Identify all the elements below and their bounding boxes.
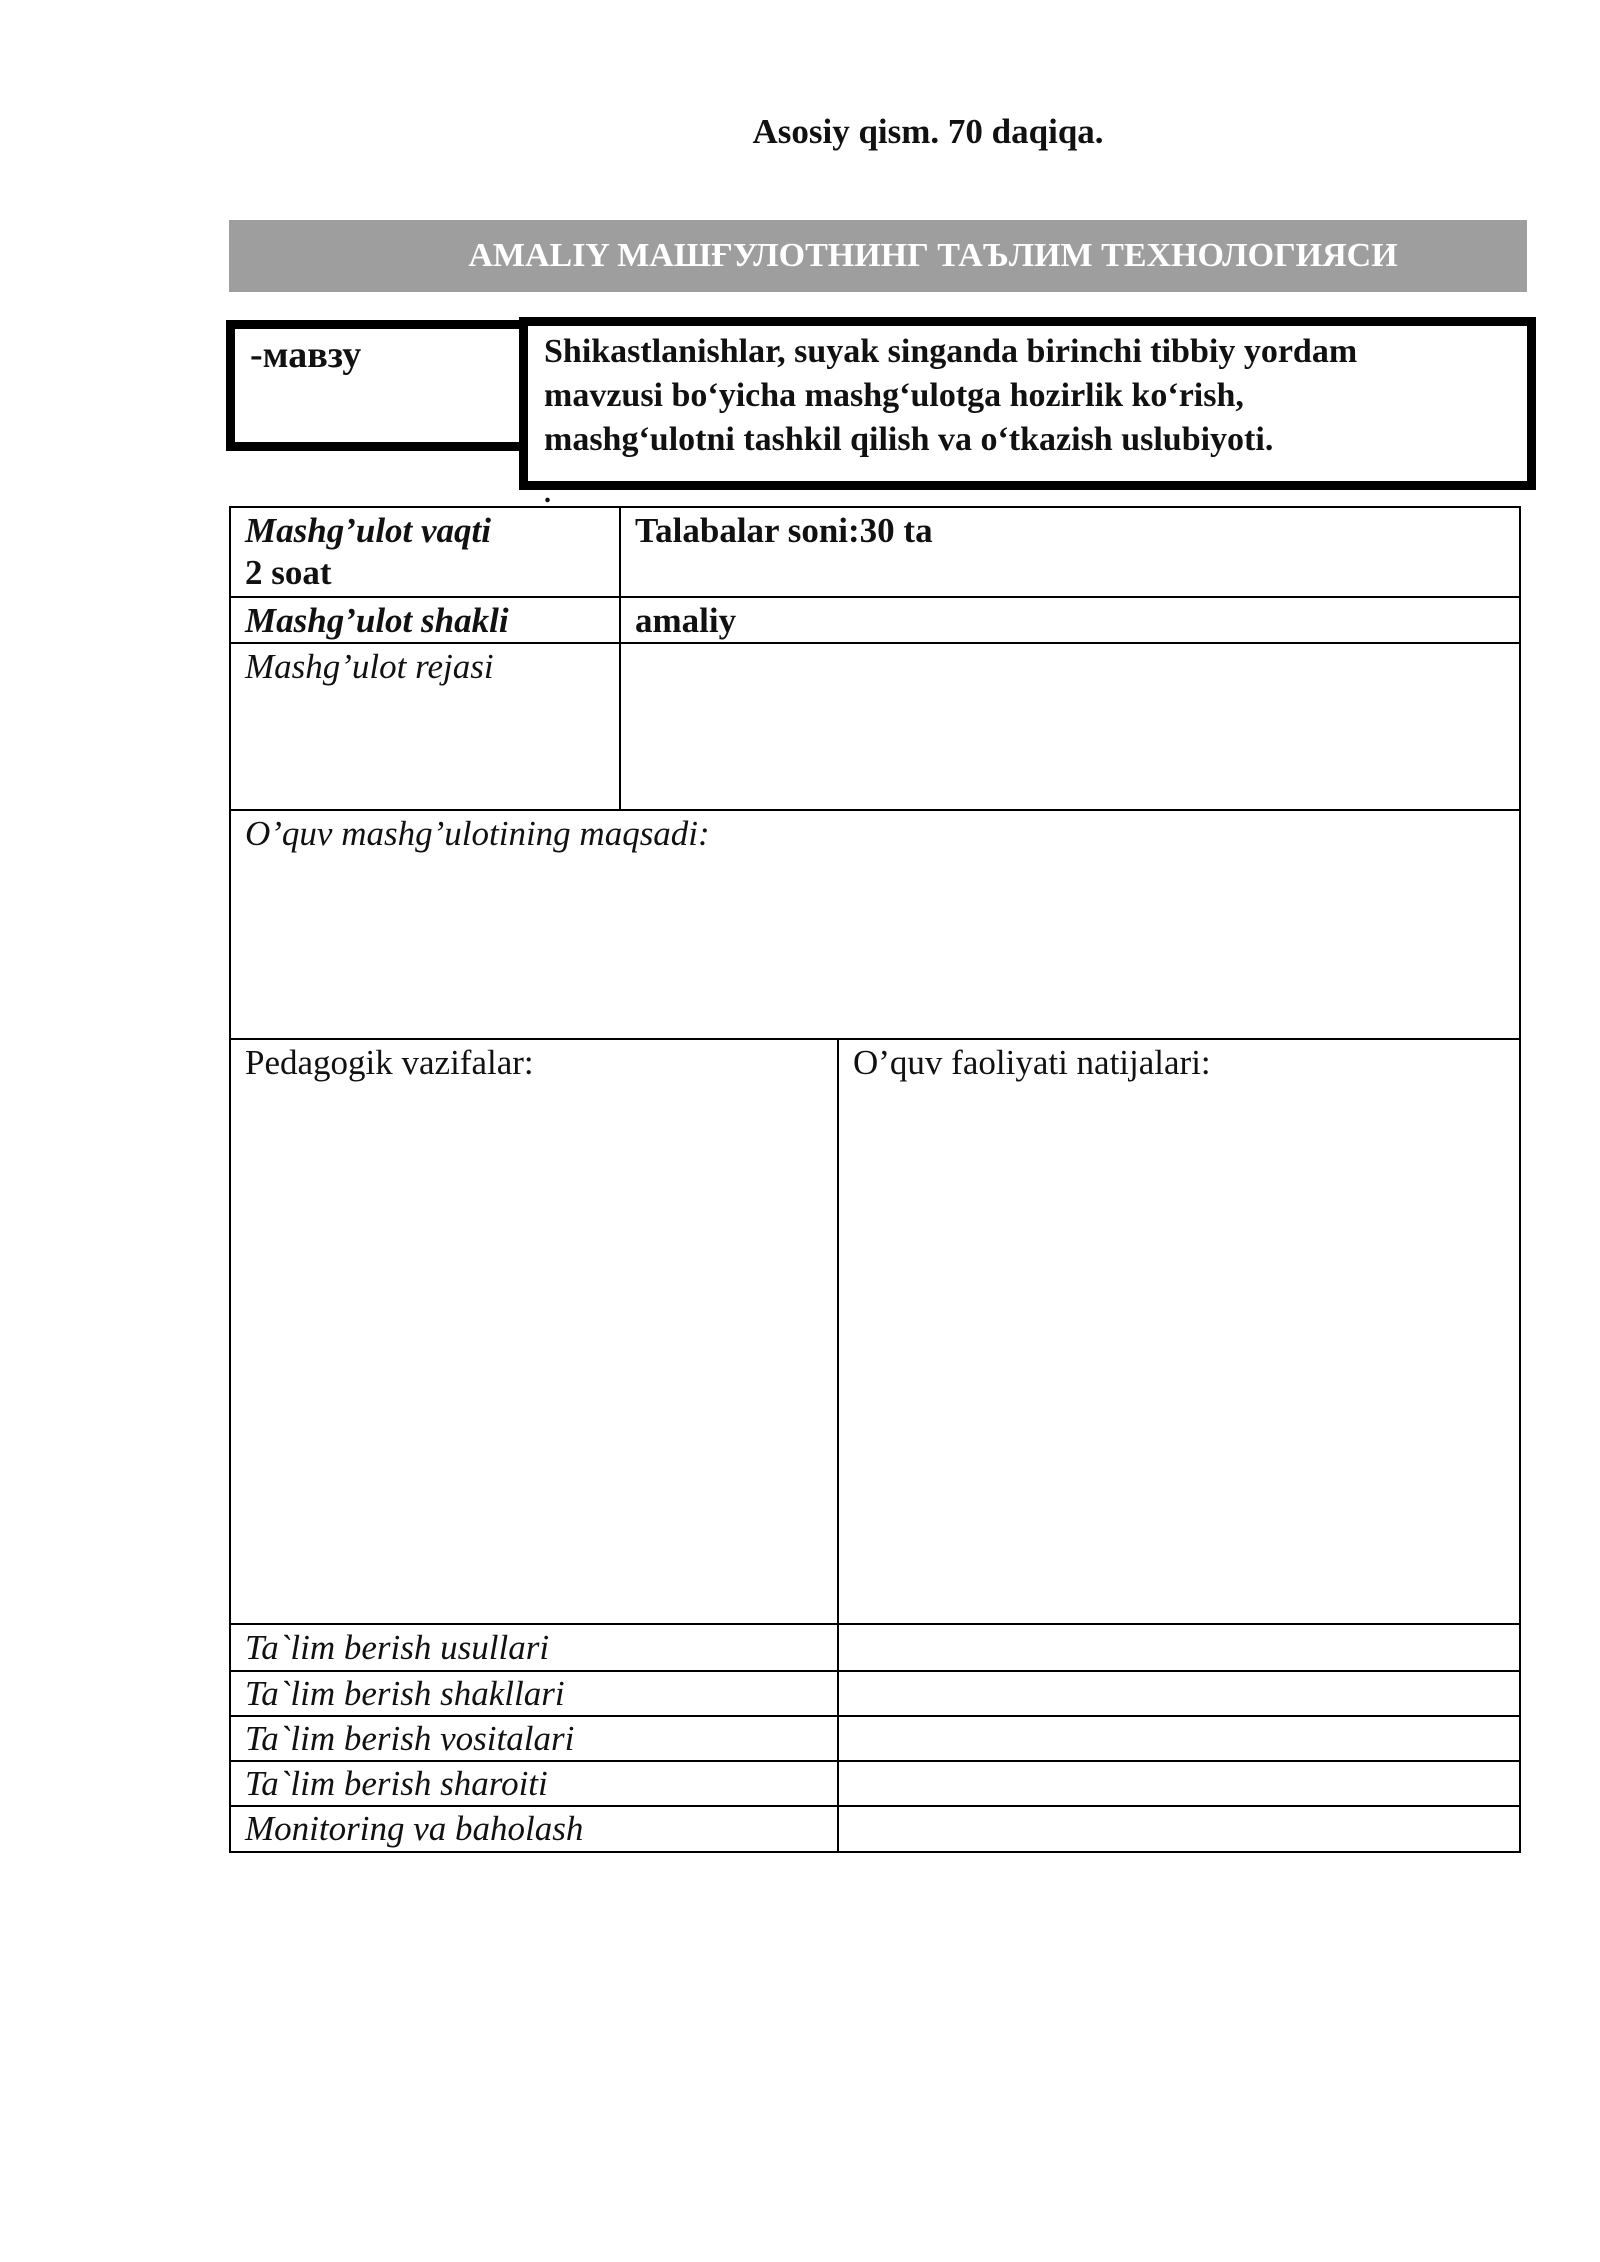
form-label: Mashg’ulot shakli [245,601,509,640]
goal-label: O’quv mashg’ulotining maqsadi: [245,814,710,853]
row-divider [231,809,1519,811]
row-divider [231,642,1519,644]
students-count: Talabalar soni:30 ta [635,511,933,550]
learning-outcomes-label: O’quv faoliyati natijalari: [853,1043,1211,1082]
teaching-forms-label: Ta`lim berish shakllari [245,1674,565,1713]
row-divider [231,1038,1519,1040]
row-divider [231,1670,1519,1672]
time-value: 2 soat [245,553,332,592]
teaching-tools-label: Ta`lim berish vositalari [245,1719,575,1758]
time-label: Mashg’ulot vaqti [245,511,492,550]
row-divider [231,1805,1519,1807]
form-value: amaliy [635,601,737,640]
row-divider [231,596,1519,598]
column-divider [837,1038,839,1851]
row-divider [231,1623,1519,1625]
teaching-conditions-label: Ta`lim berish sharoiti [245,1764,548,1803]
pedagogical-tasks-label: Pedagogik vazifalar: [245,1043,534,1082]
plan-label: Mashg’ulot rejasi [245,647,494,686]
topic-label: -мавзу [250,334,362,376]
topic-line-3: mashg‘ulotni tashkil qilish va o‘tkazish uslubiyoti. [544,421,1274,458]
teaching-methods-label: Ta`lim berish usullari [245,1628,550,1667]
topic-line-2: mavzusi bo‘yicha mashg‘ulotga hozirlik ko‘rish, [544,377,1244,414]
trailing-dot: . [544,478,551,509]
lesson-plan-table [229,506,1521,1853]
row-divider [231,1715,1519,1717]
column-divider [619,508,621,809]
row-divider [231,1760,1519,1762]
topic-line-1: Shikastlanishlar, suyak singanda birinchi tibbiy yordam [544,333,1358,370]
section-banner: AMALIY МАШҒУЛОТНИНГ ТАЪЛИМ ТЕХНОЛОГИЯСИ [229,220,1527,292]
monitoring-label: Monitoring va baholash [245,1809,584,1848]
topic-text [544,330,1534,462]
page-heading: Asosiy qism. 70 daqiqa. [752,112,1104,151]
